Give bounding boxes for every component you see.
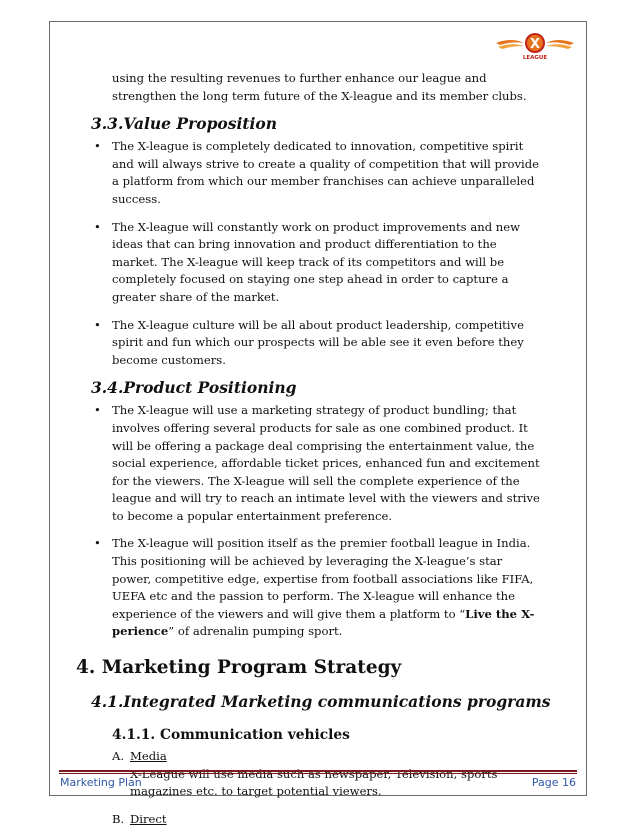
footer-rule	[59, 773, 577, 774]
logo-word: LEAGUE	[522, 55, 548, 61]
direct-label: Direct	[130, 811, 167, 826]
list-item: • The X-league is completely dedicated to innovation, competitive spirit and will always strive to create a quality of competition that will provide a platform from which our member franchises can achieve unparalleled success.	[94, 139, 540, 206]
media-text: magazines etc. to target potential viewers.	[130, 784, 382, 799]
list-item: • The X-league will position itself as the premier football league in India. This positioning will be achieved by leveraging the X-league’s star power, competitive edge, expertise from football associations like FIFA, UEFA etc and the passion to perform. The X-league will enhance the experience of the viewers and will give them a platform to “Live the X-perience” of adrenalin pumping sport.	[94, 536, 535, 639]
footer-title: Marketing Plan	[60, 776, 142, 789]
value-proposition-list	[49, 138, 587, 369]
section-4-heading: 4. Marketing Program Strategy	[76, 657, 402, 679]
list-item: • The X-league will constantly work on product improvements and new ideas that can bring innovation and product differentiation to the market. The X-league will keep track of its competitors and will be completely focused on staying one step ahead in order to capture a greater share of the market.	[94, 219, 521, 304]
list-item: • The X-league will use a marketing strategy of product bundling; that involves offering several products for sale as one combined product. It will be offering a package deal comprising the entertainment value, the social experience, affordable ticket prices, enhanced fun and excitement for the viewers. The X-league will sell the complete experience of the league and will try to reach an intimate level with the viewers and strive to become a popular entertainment preference.	[94, 403, 540, 523]
page-content	[49, 70, 587, 828]
section-3-3-heading: 3.3.Value Proposition	[91, 114, 278, 134]
product-positioning-list	[49, 402, 587, 641]
list-item: B. Direct	[49, 811, 587, 828]
list-item: A. Media magazines etc. to target potential viewers.	[49, 748, 587, 801]
x-league-logo	[494, 29, 576, 61]
logo-letter: X	[529, 37, 541, 52]
section-3-4-heading: 3.4.Product Positioning	[91, 378, 297, 398]
page-number: Page 16	[531, 776, 576, 789]
media-label: Media	[130, 749, 167, 764]
intro-paragraph: using the resulting revenues to further enhance our league and strengthen the long term future of the X-league and its member clubs.	[112, 71, 527, 103]
section-4-1-heading: 4.1.Integrated Marketing communications programs	[91, 692, 551, 712]
live-the-xperience-text: Live the X-perience	[112, 606, 535, 639]
section-4-1-1-heading: 4.1.1. Communication vehicles	[112, 727, 350, 744]
list-item: • The X-league culture will be all about product leadership, competitive spirit and fun which our prospects will be able see it even before they become customers.	[94, 317, 524, 367]
footer-rule	[59, 770, 577, 772]
